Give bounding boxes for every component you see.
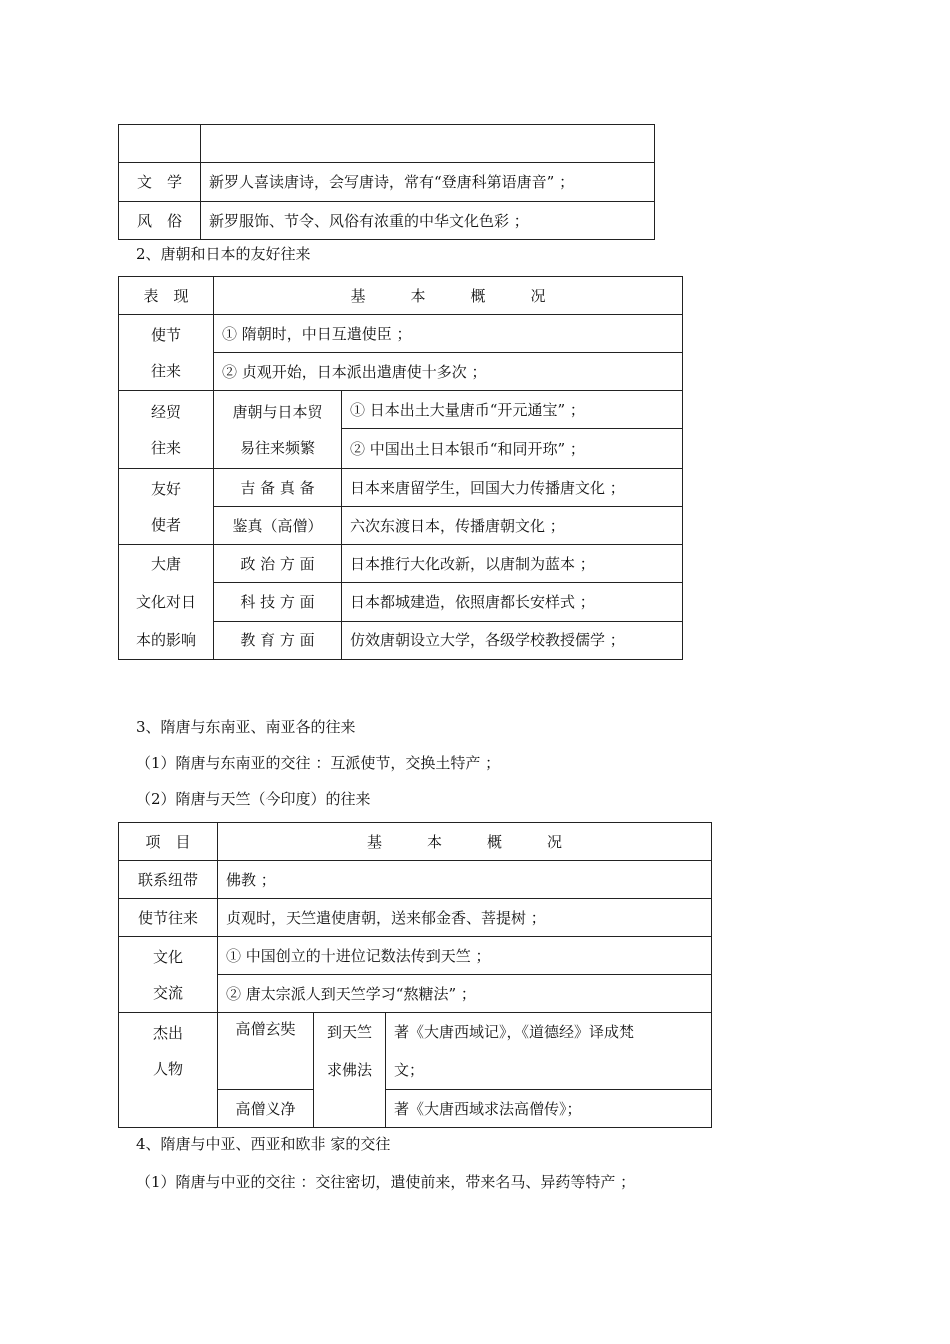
trade-item-1: ① 日本出土大量唐币“开元通宝” ；	[342, 391, 683, 429]
envoy-item-2: ② 贞观开始，日本派出遣唐使十多次 ；	[214, 353, 683, 391]
envoy-label-line2: 往来	[150, 361, 181, 380]
table-cell	[119, 125, 201, 163]
culture-item-2: ② 唐太宗派人到天竺学习“熬糖法” ；	[218, 975, 712, 1013]
purpose-line2: 求佛法	[326, 1061, 372, 1079]
envoy-desc: 贞观时，天竺遣使唐朝，送来郁金香、菩提树 ；	[218, 899, 712, 937]
table-cell	[201, 125, 655, 163]
friend-mid-2: 鉴真（高僧）	[214, 507, 342, 545]
tianzhu-heading: （2）隋唐与天竺（今印度）的往来	[136, 790, 371, 808]
bond-desc: 佛教 ；	[218, 861, 712, 899]
friend-label-line1: 友好	[150, 479, 181, 498]
row-label-literature: 文 学	[119, 163, 201, 202]
literature-desc: 新罗人喜读唐诗，会写唐诗，常有“登唐科第语唐音” ；	[201, 163, 655, 202]
purpose-line1: 到天竺	[326, 1023, 372, 1041]
influence-mid-1: 政 治 方 面	[214, 545, 342, 583]
friend-mid-1: 吉 备 真 备	[214, 469, 342, 507]
southeast-asia-line: （1）隋唐与东南亚的交往 ：互派使节，交换土特产 ；	[136, 754, 501, 772]
friend-label	[119, 469, 214, 545]
friend-item-1: 日本来唐留学生，回国大力传播唐文化 ；	[342, 469, 683, 507]
influence-label	[119, 545, 214, 660]
influence-item-2: 日本都城建造，依照唐都长安样式 ；	[342, 583, 683, 621]
trade-mid	[214, 391, 342, 469]
section-heading-3: 3、隋唐与东南亚、南亚各的往来	[136, 718, 356, 736]
monk-xuanzang: 高僧玄奘	[218, 1013, 314, 1090]
bond-label: 联系纽带	[119, 861, 218, 899]
trade-item-2: ② 中国出土日本银币“和同开珎” ；	[342, 429, 683, 469]
work-xuanzang	[386, 1013, 712, 1090]
envoy-label	[119, 315, 214, 391]
customs-desc: 新罗服饰、节令、风俗有浓重的中华文化色彩 ；	[201, 202, 655, 240]
work-xuanzang-line2: 文；	[394, 1061, 425, 1079]
influence-mid-3: 教 育 方 面	[214, 621, 342, 659]
header-item: 项 目	[119, 823, 218, 861]
purpose	[314, 1013, 386, 1128]
silla-culture-table	[118, 124, 655, 240]
people-label	[119, 1013, 218, 1128]
culture-item-1: ① 中国创立的十进位记数法传到天竺 ；	[218, 937, 712, 975]
header-performance: 表 现	[119, 277, 214, 315]
trade-mid-line1: 唐朝与日本贸	[232, 402, 323, 421]
trade-mid-line2: 易往来频繁	[239, 438, 315, 457]
envoy-item-1: ① 隋朝时，中日互遣使臣 ；	[214, 315, 683, 353]
work-yijing: 著《大唐西域求法高僧传》；	[386, 1090, 712, 1128]
influence-mid-2: 科 技 方 面	[214, 583, 342, 621]
envoy-label-line1: 使节	[150, 325, 181, 344]
influence-label-line2: 文化对日	[135, 593, 196, 611]
work-xuanzang-line1: 著《大唐西域记》，《道德经》译成梵	[394, 1023, 635, 1041]
row-label-customs: 风 俗	[119, 202, 201, 240]
section-heading-2: 2、唐朝和日本的友好往来	[136, 245, 311, 263]
influence-label-line1: 大唐	[150, 555, 181, 573]
header-overview: 基 本 概 况	[214, 277, 683, 315]
envoy-label: 使节往来	[119, 899, 218, 937]
trade-label-line2: 往来	[150, 438, 181, 457]
section-heading-4: 4、隋唐与中亚、西亚和欧非 家的交往	[136, 1135, 391, 1153]
influence-item-1: 日本推行大化改新，以唐制为蓝本 ；	[342, 545, 683, 583]
friend-label-line2: 使者	[150, 515, 181, 534]
culture-label-line2: 交流	[152, 983, 183, 1002]
people-label-line1: 杰出	[152, 1024, 183, 1042]
tang-japan-table	[118, 276, 683, 660]
monk-yijing: 高僧义净	[218, 1090, 314, 1128]
influence-label-line3: 本的影响	[135, 631, 196, 649]
trade-label-line1: 经贸	[150, 402, 181, 421]
trade-label	[119, 391, 214, 469]
people-label-line2: 人物	[152, 1060, 183, 1078]
header-overview: 基 本 概 况	[218, 823, 712, 861]
culture-label-line1: 文化	[152, 947, 183, 966]
friend-item-2: 六次东渡日本，传播唐朝文化 ；	[342, 507, 683, 545]
central-asia-line: （1）隋唐与中亚的交往 ：交往密切，遣使前来，带来名马、异药等特产 ；	[136, 1173, 636, 1191]
culture-label	[119, 937, 218, 1013]
sui-tang-tianzhu-table	[118, 822, 712, 1128]
influence-item-3: 仿效唐朝设立大学，各级学校教授儒学 ；	[342, 621, 683, 659]
